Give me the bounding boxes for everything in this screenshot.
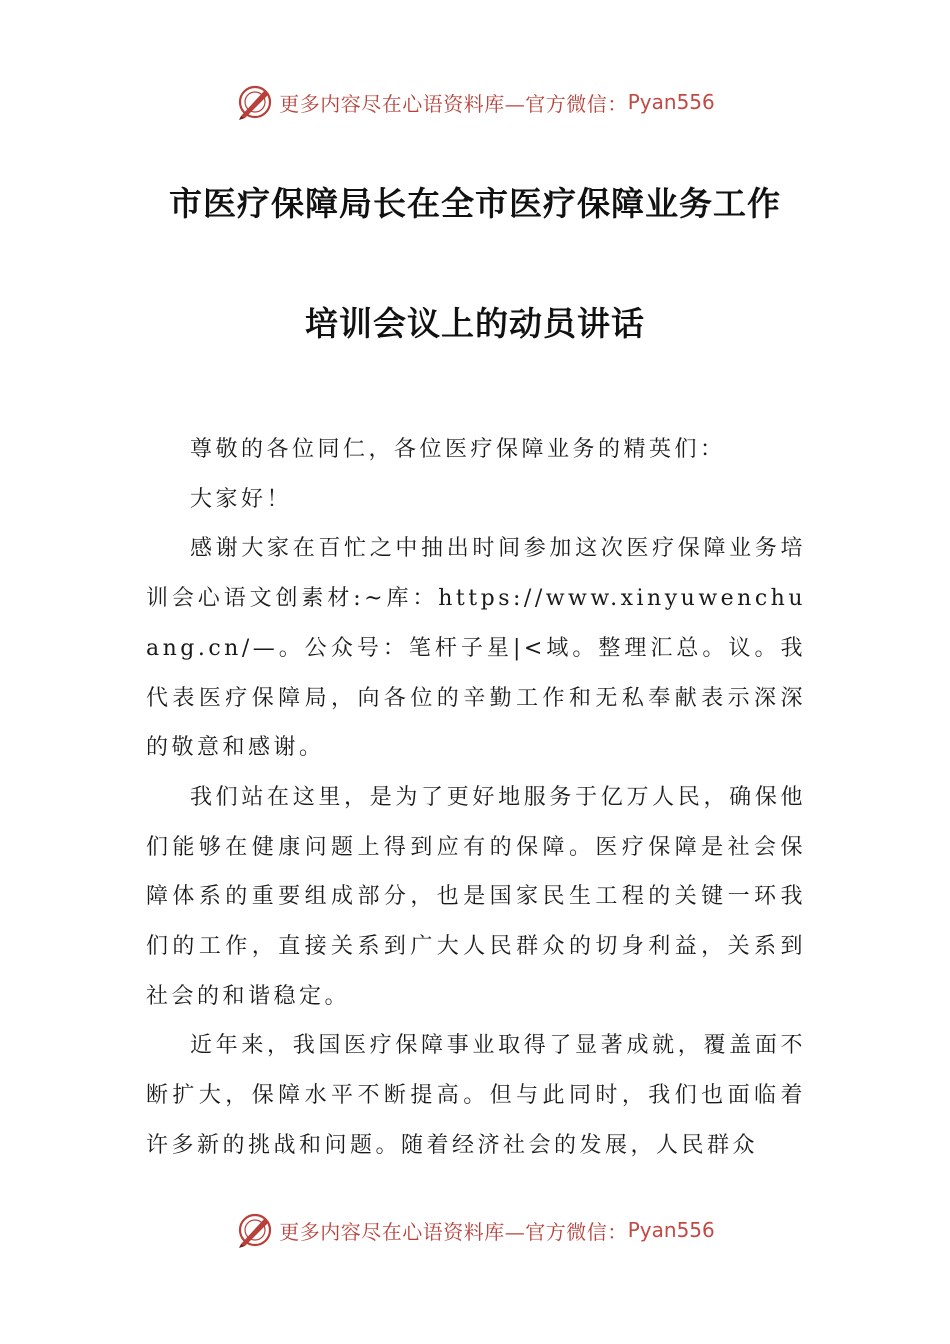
document-body [146,425,806,1171]
paragraph-thanks: 感谢大家在百忙之中抽出时间参加这次医疗保障业务培训会心语文创素材:~库：https://www.xinyuwenchuang.cn/—。公众号：笔杆子星|<域。整理汇总。议。我代表医疗保障局，向各位的辛勤工作和无私奉献表示深深的敬意和感谢。 [146,536,806,761]
paragraph-mission: 我们站在这里，是为了更好地服务于亿万人民，确保他们能够在健康问题上得到应有的保障。医疗保障是社会保障体系的重要组成部分，也是国家民生工程的关键一环我们的工作，直接关系到广大人民群众的切身利益，关系到社会的和谐稳定。 [146,784,806,1009]
banner-text: 更多内容尽在心语资料库—官方微信： [279,91,628,116]
paragraph-greeting: 尊敬的各位同仁，各位医疗保障业务的精英们： [190,437,726,462]
paragraph-hello: 大家好！ [190,486,293,512]
document-title-line-2: 培训会议上的动员讲话 [305,304,645,343]
pen-logo-icon [235,82,275,122]
banner-wechat-handle: Pyan556 [627,1218,715,1242]
banner-wechat-handle: Pyan556 [627,90,715,114]
pen-logo-icon [235,1210,275,1250]
header-banner [0,80,950,124]
banner-text: 更多内容尽在心语资料库—官方微信： [279,1219,628,1244]
footer-banner [0,1208,950,1252]
document-title-line-1: 市医疗保障局长在全市医疗保障业务工作 [169,184,781,223]
paragraph-achievements: 近年来，我国医疗保障事业取得了显著成就，覆盖面不断扩大，保障水平不断提高。但与此同时，我们也面临着许多新的挑战和问题。随着经济社会的发展，人民群众 [146,1033,806,1158]
